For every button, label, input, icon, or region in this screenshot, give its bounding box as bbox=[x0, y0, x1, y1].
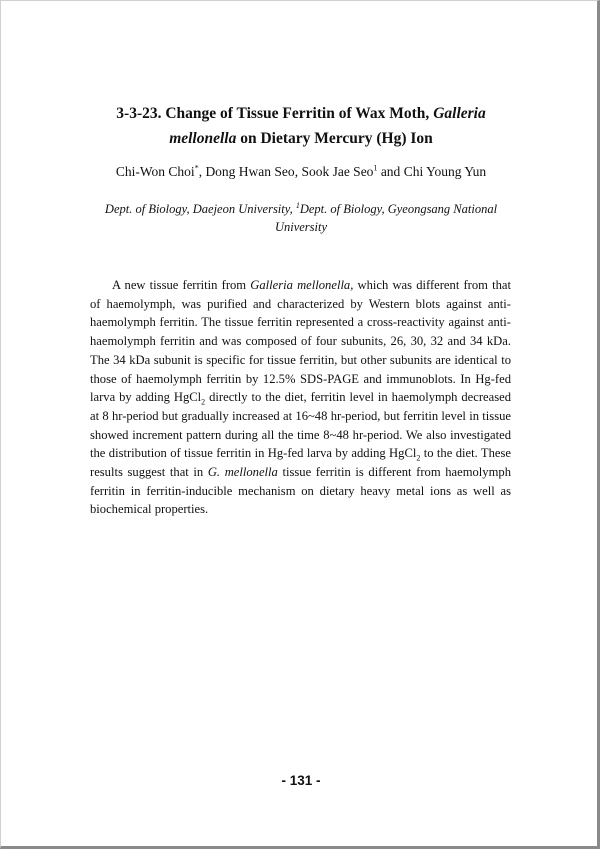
affiliation bbox=[91, 200, 511, 236]
affiliation-dept2: Dept. of Biology, Gyeongsang National University bbox=[274, 202, 498, 234]
page-number: - 131 - bbox=[281, 773, 321, 788]
abstract-paragraph bbox=[90, 276, 511, 519]
author-name: Sook Jae Seo bbox=[301, 164, 374, 179]
abstract-species: Galleria mellonella, bbox=[250, 278, 354, 292]
abstract-text: A new tissue ferritin from bbox=[112, 278, 251, 292]
author-list: Chi-Won Choi*, Dong Hwan Seo, Sook Jae Seo$^1$ and Chi Young Yun bbox=[115, 163, 487, 179]
title-number: 3-3-23. bbox=[116, 105, 162, 122]
title-text-part1: Change of Tissue Ferritin of Wax Moth, bbox=[165, 105, 434, 122]
chem-subscript: 2 bbox=[201, 397, 206, 407]
abstract-species: G. mellonella bbox=[207, 465, 278, 480]
author-name: Chi-Won Choi bbox=[115, 164, 195, 179]
abstract-text: tissue ferritin is different from haemolymph ferritin in ferritin-inducible mechanism on dietary heavy metal ions as well as biochemical properties. bbox=[90, 465, 511, 517]
affiliation-mark: 1 bbox=[295, 200, 300, 210]
abstract-text: to the diet. These results suggest that in bbox=[90, 446, 511, 480]
title-species: Galleria mellonella bbox=[169, 105, 486, 147]
affiliation-dept1: Dept. of Biology, Daejeon University, bbox=[104, 202, 296, 216]
author-mark: 1 bbox=[373, 163, 378, 173]
abstract bbox=[90, 276, 511, 519]
author-name: Chi Young Yun bbox=[403, 164, 487, 179]
author-mark: * bbox=[194, 163, 199, 173]
abstract-text: directly to the diet, ferritin level in haemolymph decreased at 8 hr-period but gradually increased at 16~48 hr-period, but ferritin level in tissue showed increment pattern during all the time 8~48 hr-period. We also investigated the distribution of tissue ferritin in Hg-fed larva by adding HgCl bbox=[90, 390, 511, 461]
abstract-text: which was different from that of haemolymph, was purified and characterized by Western blots against anti-haemolymph ferritin. The tissue ferritin represented a cross-reactivity against anti-haemolymph ferritin and was composed of four subunits, 26, 30, 32 and 34 kDa. The 34 kDa subunit is specific for tissue ferritin, but other subunits are identical to those of haemolymph ferritin by 12.5% SDS-PAGE and immunoblots. In Hg-fed larva by adding HgCl bbox=[90, 278, 511, 405]
chem-subscript: 2 bbox=[416, 453, 421, 463]
title-text-part2: on Dietary Mercury (Hg) Ion bbox=[236, 130, 433, 147]
paper-title bbox=[91, 101, 511, 151]
author-name: Dong Hwan Seo bbox=[205, 164, 295, 179]
